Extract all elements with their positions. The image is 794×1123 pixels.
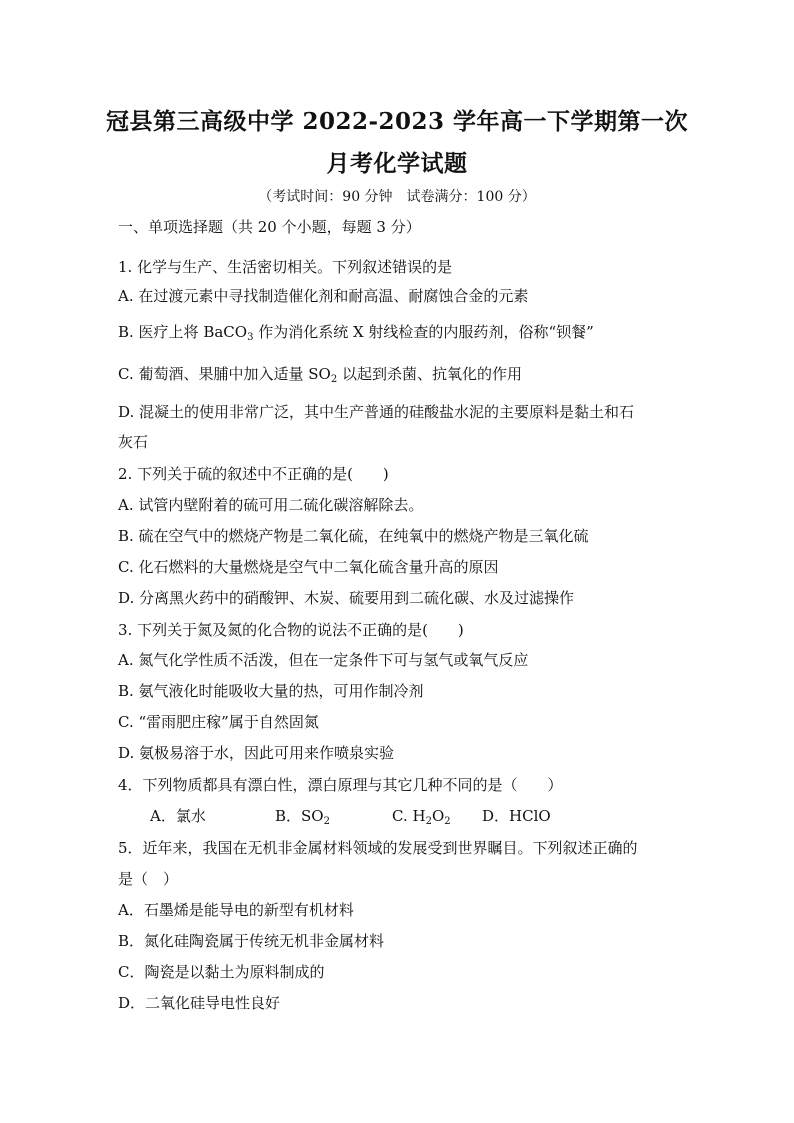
q5-option-c: C．陶瓷是以黏土为原料制成的 <box>118 963 325 981</box>
q4-option-b-subscript: 2 <box>323 816 330 827</box>
q3-option-a: A. 氮气化学性质不活泼，但在一定条件下可与氢气或氧气反应 <box>118 651 529 669</box>
q2-option-b: B. 硫在空气中的燃烧产物是二氧化硫，在纯氧中的燃烧产物是三氧化硫 <box>118 527 589 545</box>
q1-option-c-subscript: 2 <box>330 374 338 385</box>
q5-option-a: A．石墨烯是能导电的新型有机材料 <box>118 901 354 919</box>
q5-option-b: B．氮化硅陶瓷属于传统无机非金属材料 <box>118 932 385 950</box>
q3-option-b: B. 氨气液化时能吸收大量的热，可用作制冷剂 <box>118 682 424 700</box>
q4-option-c <box>392 806 482 826</box>
q5-stem-line2: 是（ ） <box>118 870 179 888</box>
exam-title-line2: 月考化学试题 <box>326 150 468 177</box>
q4-option-d: D．HClO <box>482 807 551 825</box>
exam-info: （考试时间：90 分钟 试卷满分：100 分） <box>258 189 536 205</box>
q1-option-b-subscript: 3 <box>247 332 254 343</box>
q5-stem-line1: 5．近年来，我国在无机非金属材料领域的发展受到世界瞩目。下列叙述正确的 <box>118 839 638 857</box>
q1-option-a: A. 在过渡元素中寻找制造催化剂和耐高温、耐腐蚀合金的元素 <box>118 287 529 305</box>
section-heading: 一、单项选择题（共 20 个小题，每题 3 分） <box>118 218 421 236</box>
q4-option-b <box>275 806 392 826</box>
q1-option-b-text-rest: 作为消化系统 X 射线检查的内服药剂，俗称“钡餐” <box>253 323 594 341</box>
q3-option-d: D. 氨极易溶于水，因此可用来作喷泉实验 <box>118 744 395 762</box>
q2-option-c: C. 化石燃料的大量燃烧是空气中二氧化硫含量升高的原因 <box>118 558 499 576</box>
q1-option-c <box>118 364 678 384</box>
q1-option-d-line1: D. 混凝土的使用非常广泛，其中生产普通的硅酸盐水泥的主要原料是黏土和石 <box>118 403 635 421</box>
exam-title-line1: 冠县第三高级中学 2022-2023 学年高一下学期第一次 <box>105 108 689 135</box>
q2-stem: 2. 下列关于硫的叙述中不正确的是( ) <box>118 465 389 483</box>
q4-options <box>150 806 710 826</box>
q4-option-a: A．氯水 <box>150 807 206 825</box>
q5-option-d: D．二氧化硅导电性良好 <box>118 994 281 1012</box>
q4-stem: 4．下列物质都具有漂白性，漂白原理与其它几种不同的是（ ） <box>118 776 563 794</box>
q2-option-a: A. 试管内壁附着的硫可用二硫化碳溶解除去。 <box>118 496 424 514</box>
q2-option-d: D. 分离黑火药中的硝酸钾、木炭、硫要用到二硫化碳、水及过滤操作 <box>118 589 575 607</box>
q1-option-c-text: C. 葡萄酒、果脯中加入适量 SO <box>118 365 331 383</box>
q4-option-c-text-mid: O <box>431 807 445 825</box>
q1-option-d-line2: 灰石 <box>118 433 149 451</box>
q4-option-b-text: B．SO <box>275 807 324 825</box>
q4-option-c-subscript-2: 2 <box>444 816 451 827</box>
q3-option-c: C. “雷雨肥庄稼”属于自然固氮 <box>118 713 319 731</box>
q4-option-c-text: C. H <box>392 807 426 825</box>
q3-stem: 3. 下列关于氮及氮的化合物的说法不正确的是( ) <box>118 621 464 639</box>
q1-option-b-text: B. 医疗上将 BaCO <box>118 323 248 341</box>
q1-stem: 1. 化学与生产、生活密切相关。下列叙述错误的是 <box>118 258 453 276</box>
q1-option-c-text-rest: 以起到杀菌、抗氧化的作用 <box>337 365 522 383</box>
q1-option-b <box>118 322 678 342</box>
q4-option-c-subscript-1: 2 <box>425 816 432 827</box>
